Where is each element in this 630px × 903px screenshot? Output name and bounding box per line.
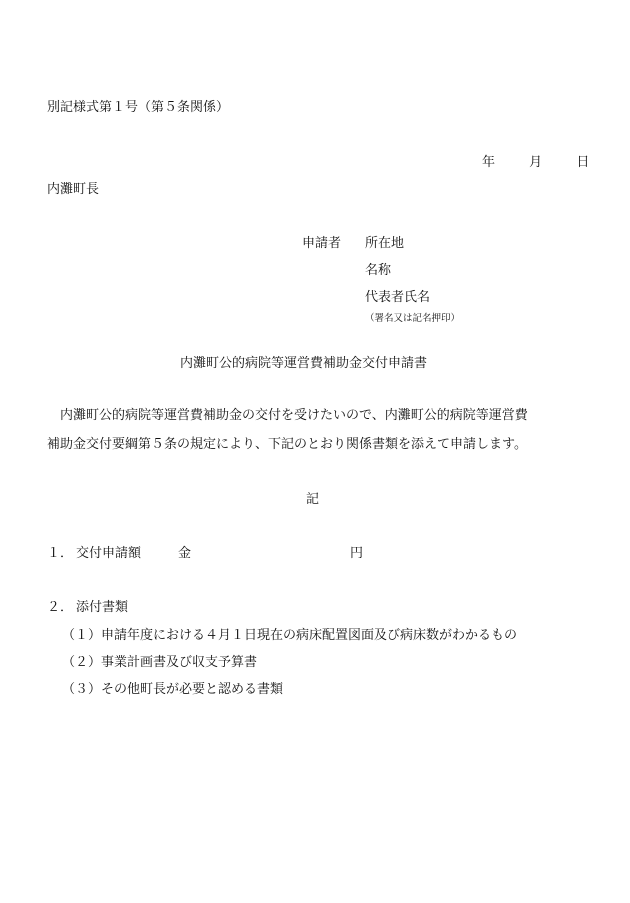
date-day: 日 bbox=[576, 155, 590, 170]
item1-currency: 金 bbox=[178, 546, 192, 561]
date-month: 月 bbox=[529, 155, 543, 170]
applicant-address-label: 所在地 bbox=[365, 236, 405, 251]
addressee: 内灘町長 bbox=[47, 182, 100, 197]
item2-subitem-2: （２）事業計画書及び収支予算書 bbox=[62, 655, 258, 670]
ki-heading: 記 bbox=[306, 492, 320, 507]
item1-number: １． bbox=[47, 546, 74, 561]
item2-label: 添付書類 bbox=[76, 600, 129, 615]
date-line bbox=[482, 156, 589, 169]
document-title: 内灘町公的病院等運営費補助金交付申請書 bbox=[180, 356, 428, 371]
applicant-label: 申請者 bbox=[302, 236, 342, 251]
body-line-1: 内灘町公的病院等運営費補助金の交付を受けたいので、内灘町公的病院等運営費 bbox=[60, 408, 528, 423]
applicant-representative-label: 代表者氏名 bbox=[365, 290, 431, 305]
item2-number: ２． bbox=[47, 600, 74, 615]
form-label: 別記様式第１号（第５条関係） bbox=[47, 100, 230, 115]
item2-subitem-3: （３）その他町長が必要と認める書類 bbox=[62, 682, 284, 697]
signature-note: （署名又は記名押印） bbox=[365, 313, 461, 324]
applicant-name-label: 名称 bbox=[365, 263, 392, 278]
item1-unit: 円 bbox=[350, 546, 364, 561]
body-line-2: 補助金交付要綱第５条の規定により、下記のとおり関係書類を添えて申請します。 bbox=[47, 437, 527, 452]
item1-label: 交付申請額 bbox=[76, 546, 142, 561]
item2-subitem-1: （１）申請年度における４月１日現在の病床配置図面及び病床数がわかるもの bbox=[62, 628, 518, 643]
date-year: 年 bbox=[482, 155, 496, 170]
